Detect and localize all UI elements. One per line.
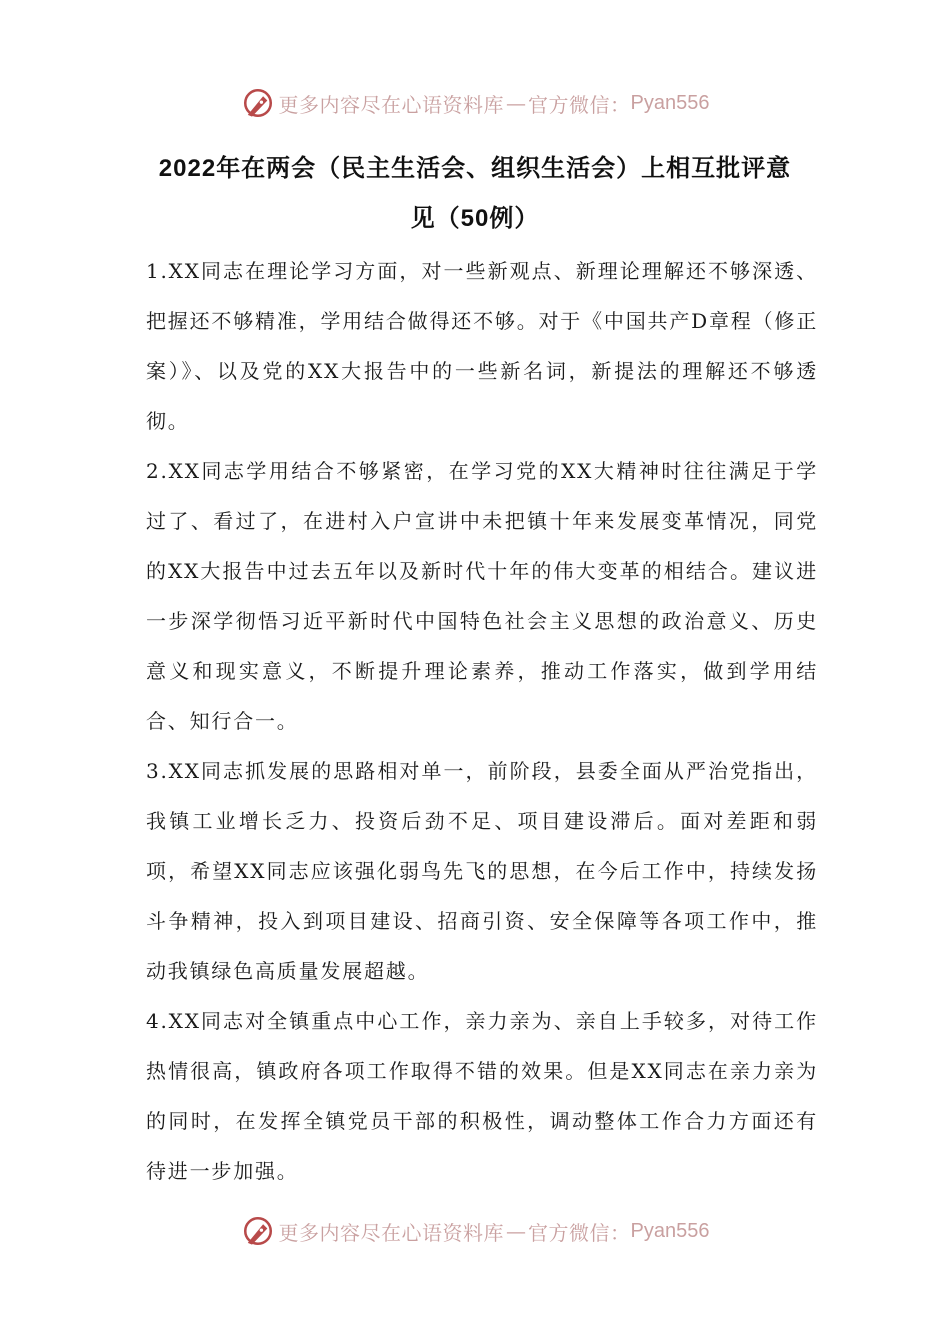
- banner-text: 更多内容尽在心语资料库: [278, 92, 505, 117]
- header-watermark-banner: [0, 83, 950, 123]
- banner-separator: —: [506, 91, 527, 115]
- paragraph: 1.XX同志在理论学习方面，对一些新观点、新理论理解还不够深透、把握还不够精准，学用结合做得还不够。对于《中国共产D章程（修正案）》、以及党的XX大报告中的一些新名词，新提法的理解还不够透彻。: [146, 259, 818, 433]
- paragraph: 3.XX同志抓发展的思路相对单一，前阶段，县委全面从严治党指出，我镇工业增长乏力、投资后劲不足、项目建设滞后。面对差距和弱项，希望XX同志应该强化弱鸟先飞的思想，在今后工作中，持续发扬斗争精神，投入到项目建设、招商引资、安全保障等各项工作中，推动我镇绿色高质量发展超越。: [146, 759, 818, 983]
- banner-wechat-id: Pyan556: [630, 91, 710, 114]
- paragraph: 2.XX同志学用结合不够紧密，在学习党的XX大精神时往往满足于学过了、看过了，在进村入户宣讲中未把镇十年来发展变革情况，同党的XX大报告中过去五年以及新时代十年的伟大变革的相结合。建议进一步深学彻悟习近平新时代中国特色社会主义思想的政治意义、历史意义和现实意义，不断提升理论素养，推动工作落实，做到学用结合、知行合一。: [146, 459, 818, 733]
- banner-wechat-label: 官方微信：: [528, 92, 631, 117]
- pen-nib-logo-icon: [241, 86, 275, 120]
- paragraph: 4.XX同志对全镇重点中心工作，亲力亲为、亲自上手较多，对待工作热情很高，镇政府各项工作取得不错的效果。但是XX同志在亲力亲为的同时，在发挥全镇党员干部的积极性，调动整体工作合力方面还有待进一步加强。: [146, 1009, 818, 1183]
- document-body: [146, 246, 818, 1196]
- banner-text: 更多内容尽在心语资料库: [278, 1220, 505, 1245]
- banner-wechat-id: Pyan556: [630, 1219, 710, 1242]
- banner-separator: —: [506, 1219, 527, 1243]
- pen-nib-logo-icon: [241, 1214, 275, 1248]
- banner-wechat-label: 官方微信：: [528, 1220, 631, 1245]
- document-title-line-2: 见（50例）: [410, 205, 540, 232]
- document-title-line-1: 2022年在两会（民主生活会、组织生活会）上相互批评意: [158, 155, 792, 182]
- footer-watermark-banner: [0, 1211, 950, 1251]
